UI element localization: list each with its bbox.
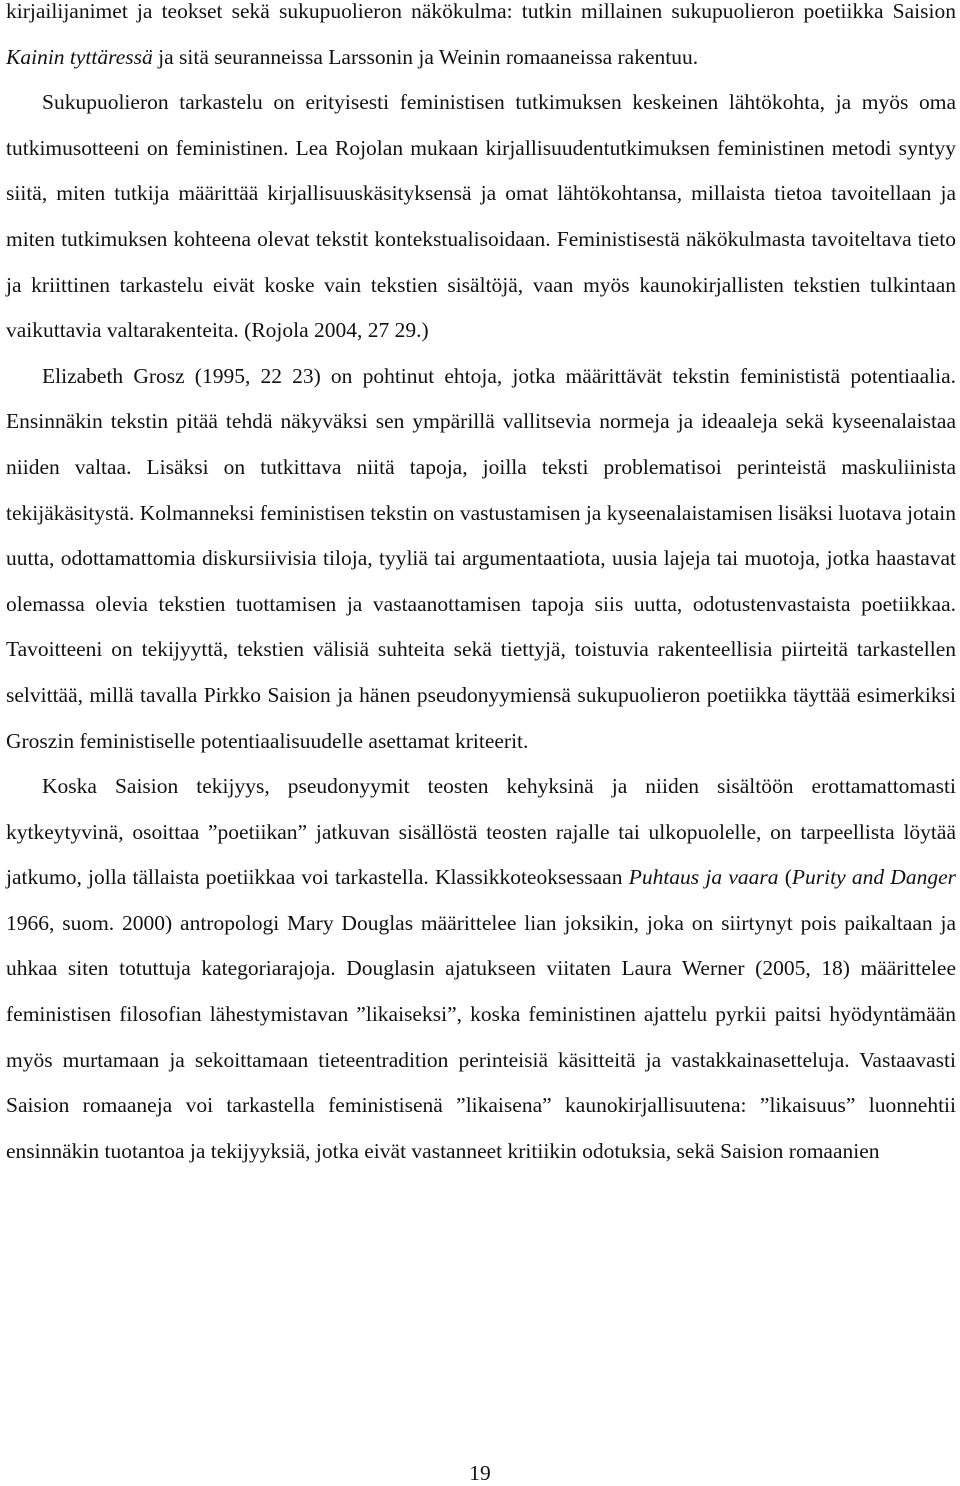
italic-title: Purity and Danger <box>791 865 956 890</box>
page-number: 19 <box>469 1461 491 1485</box>
paragraph-3 <box>6 354 956 764</box>
text-segment: Elizabeth Grosz (1995, 22 23) on pohtinut ehtoja, jotka määrittävät tekstin feminististä potentiaalia. Ensinnäkin tekstin pitää tehdä näkyväksi sen ympärillä vallitsevia normeja ja ideaaleja sekä kyseenalaistaa niiden valtaa. Lisäksi on tutkittava niitä tapoja, joilla teksti problematisoi perinteistä maskuliinista tekijäkäsitystä. Kolmanneksi feministisen tekstin on vastustamisen ja kyseenalaistamisen lisäksi luotava jotain uutta, odottamattomia diskursiivisia tiloja, tyyliä tai argumentaatiota, uusia lajeja tai muotoja, jotka haastavat olemassa olevia tekstien tuottamisen ja vastaanottamisen tapoja siis uutta, odotustenvastaista poetiikkaa. Tavoitteeni on tekijyyttä, tekstien välisiä suhteita sekä tiettyjä, toistuvia rakenteellisia piirteitä tarkastellen selvittää, millä tavalla Pirkko Saision ja hänen pseudonyymiensä sukupuolieron poetiikka täyttää esimerkiksi Groszin feministiselle potentiaalisuudelle asettamat kriteerit. <box>6 363 956 753</box>
text-segment: kirjailijanimet ja teokset sekä sukupuolieron näkökulma: tutkin millainen sukupuolieron poetiikka Saision <box>6 0 956 23</box>
italic-title: Kainin tyttäressä <box>6 44 153 69</box>
text-segment: Sukupuolieron tarkastelu on erityisesti feministisen tutkimuksen keskeinen lähtökohta, ja myös oma tutkimusotteeni on feministinen. Lea Rojolan mukaan kirjallisuudentutkimuksen feministinen metodi syntyy siitä, miten tutkija määrittää kirjallisuuskäsityksensä ja omat lähtökohtansa, millaista tietoa tavoitellaan ja miten tutkimuksen kohteena olevat tekstit kontekstualisoidaan. Feministisestä näkökulmasta tavoiteltava tieto ja kriittinen tarkastelu eivät koske vain tekstien sisältöjä, vaan myös kaunokirjallisten tekstien tulkintaan vaikuttavia valtarakenteita. (Rojola 2004, 27 29.) <box>6 90 956 343</box>
body-text <box>6 0 956 1174</box>
document-page <box>6 0 956 1185</box>
italic-title: Puhtaus ja vaara <box>628 865 779 890</box>
paragraph-4 <box>6 764 956 1174</box>
text-segment: ( <box>778 865 792 890</box>
paragraph-1 <box>6 0 956 80</box>
text-segment: 1966, suom. 2000) antropologi Mary Douglas määrittelee lian joksikin, joka on siirtynyt pois paikaltaan ja uhkaa siten totuttuja kategoriarajoja. Douglasin ajatukseen viitaten Laura Werner (2005, 18) määrittelee feministisen filosofian lähestymistavan ”likaiseksi”, koska feministinen ajattelu pyrkii paitsi hyödyntämään myös murtamaan ja sekoittamaan tieteentradition perinteisiä käsitteitä ja vastakkainasetteluja. Vastaavasti Saision romaaneja voi tarkastella feministisenä ”likaisena” kaunokirjallisuutena: ”likaisuus” luonnehtii ensinnäkin tuotantoa ja tekijyyksiä, jotka eivät vastanneet kritiikin odotuksia, sekä Saision romaanien <box>6 910 956 1163</box>
paragraph-2 <box>6 80 956 354</box>
text-segment: ja sitä seuranneissa Larssonin ja Weinin romaaneissa rakentuu. <box>152 44 699 69</box>
text-segment: Koska Saision tekijyys, pseudonyymit teosten kehyksinä ja niiden sisältöön erottamattomasti kytkeytyvinä, osoittaa ”poetiikan” jatkuvan sisällöstä teosten rajalle tai ulkopuolelle, on tarpeellista löytää jatkumo, jolla tällaista poetiikkaa voi tarkastella. Klassikkoteoksessaan <box>6 774 956 890</box>
